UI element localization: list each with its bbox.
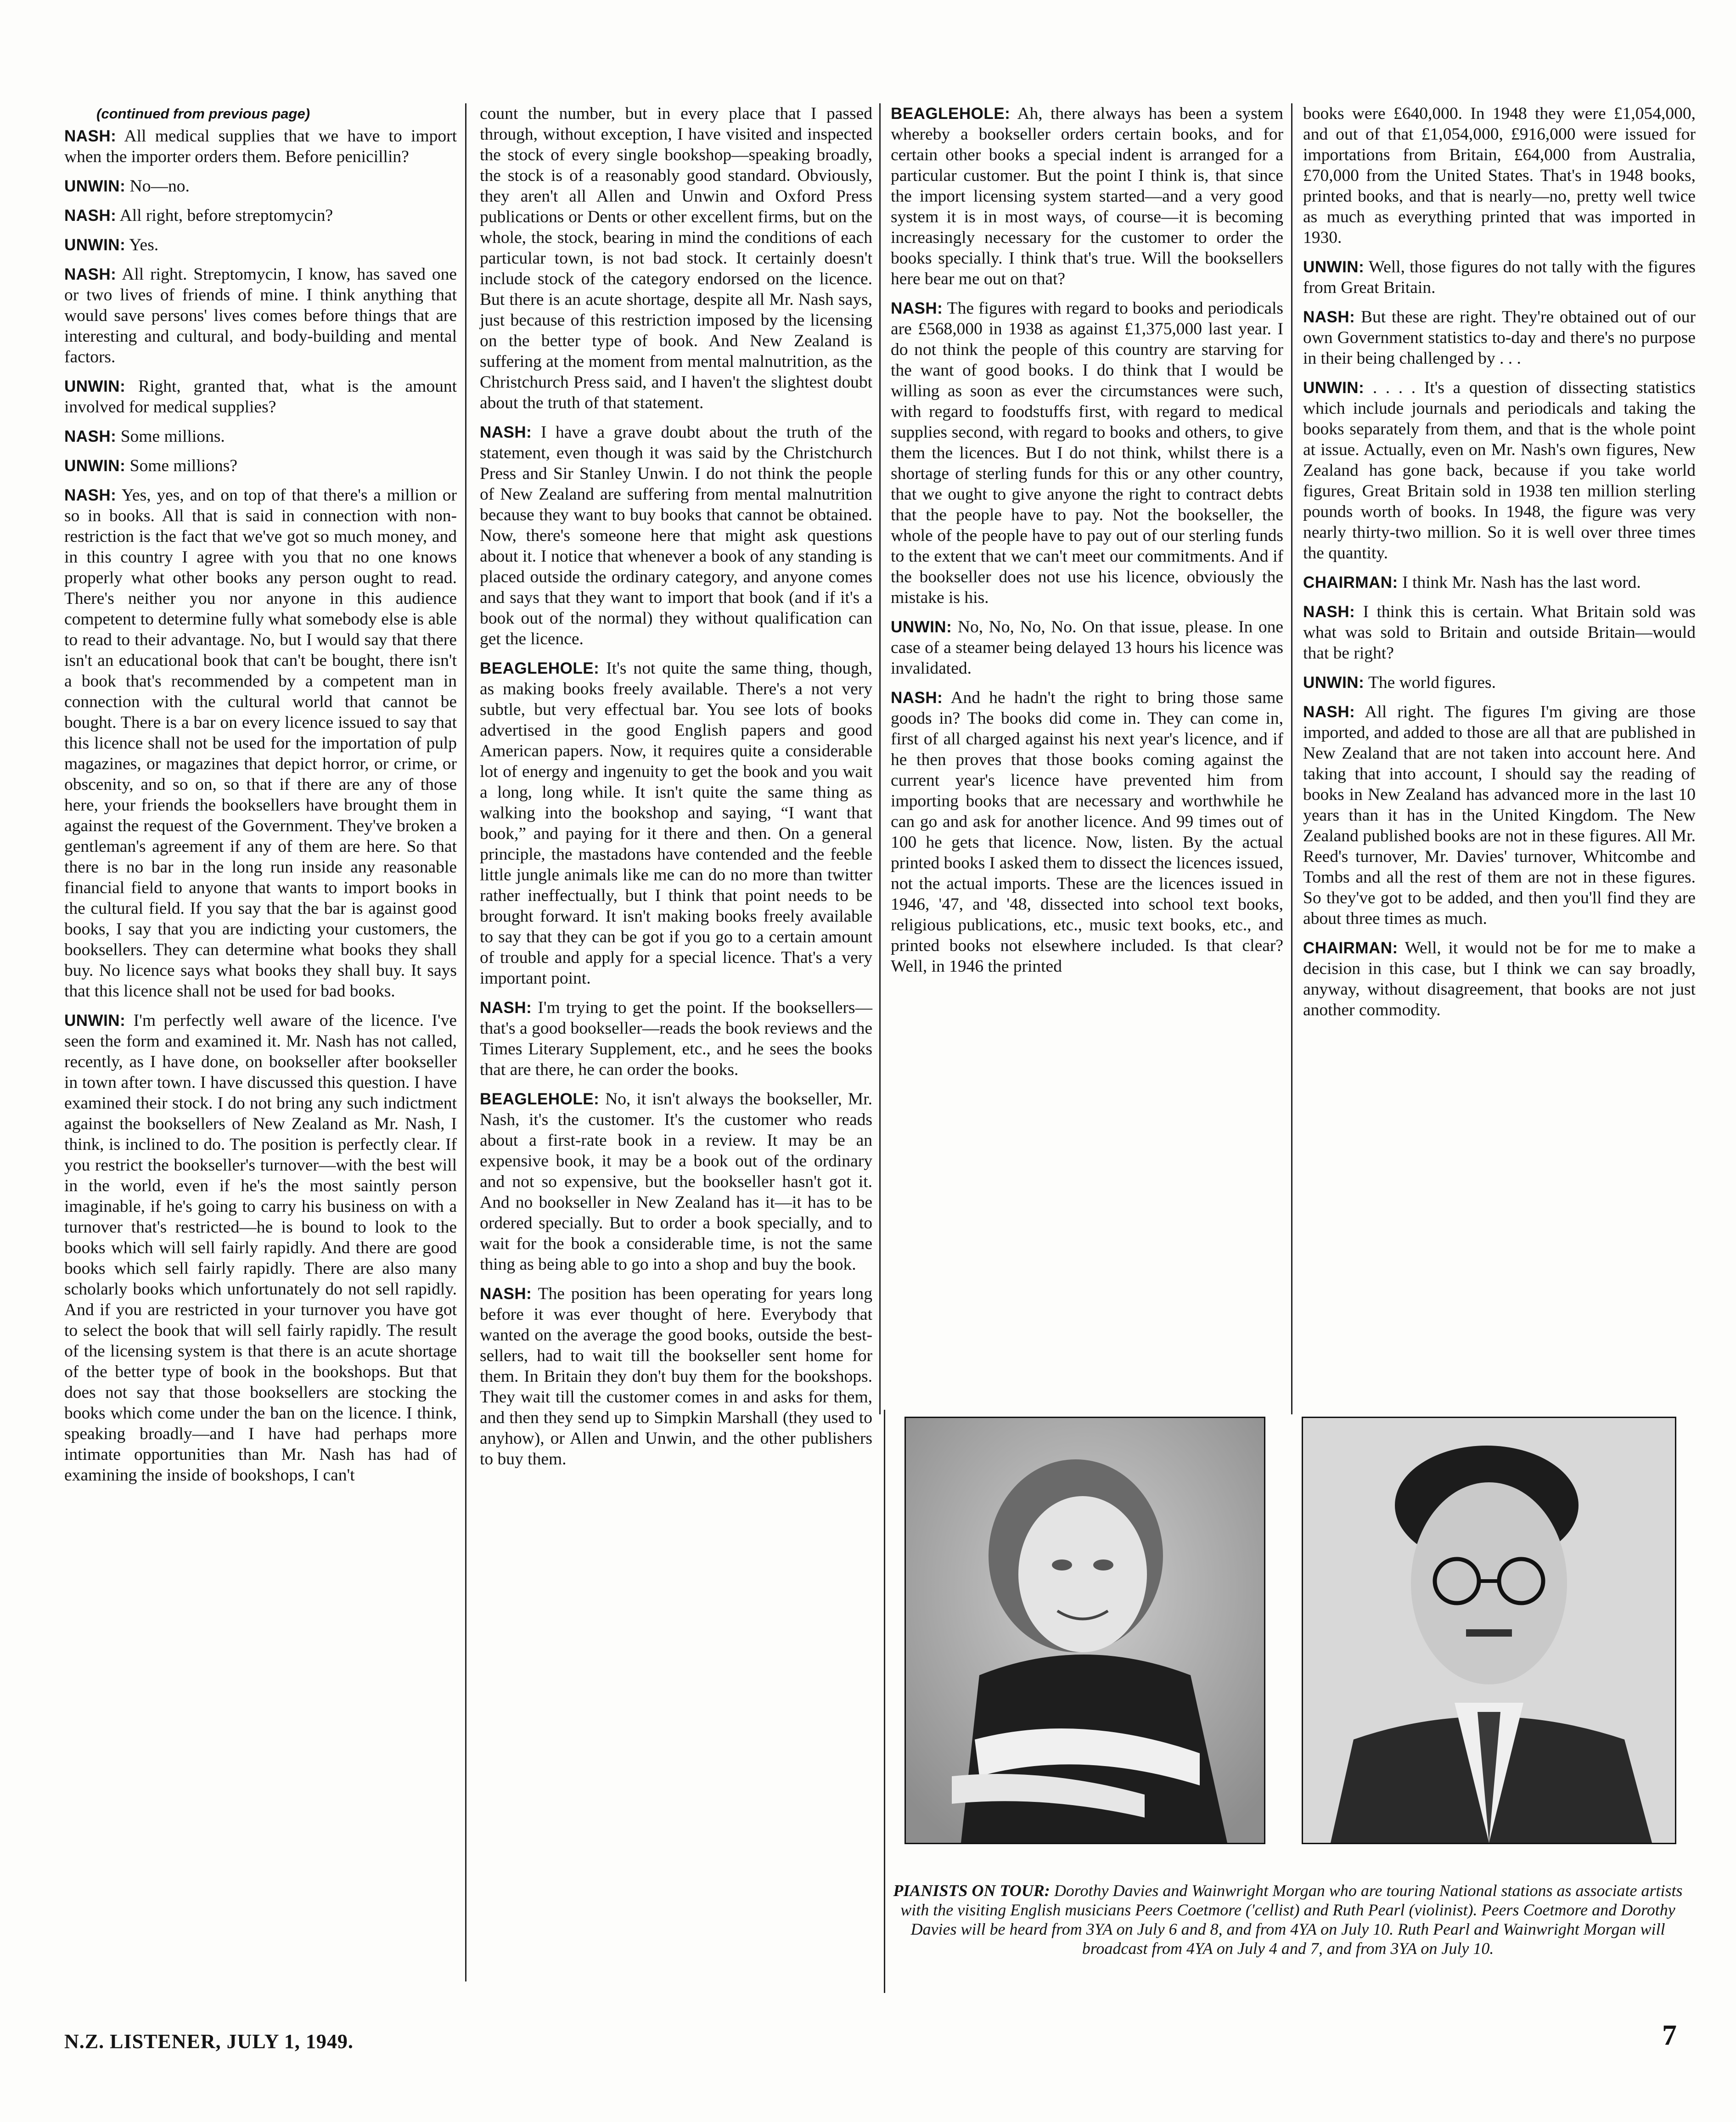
column-1-paragraphs	[64, 126, 457, 1486]
speaker-label: NASH:	[64, 486, 117, 504]
dialogue-paragraph	[480, 422, 872, 649]
dialogue-text: . . . . It's a question of dissecting statistics which include journals and periodicals and taking the books separately from them, and that is the whole point at issue. Actually, even on Mr. Nash's own figures, New Zealand has gone back, because if you take world figures, Great Britain sold in 1938 ten million sterling pounds worth of books. In 1948, the figure was very nearly thirty-two million. So it is well over three times the quantity.	[1303, 378, 1696, 563]
speaker-label: UNWIN:	[64, 1012, 126, 1030]
speaker-label: NASH:	[1303, 703, 1355, 721]
dialogue-text: Well, those figures do not tally with the figures from Great Britain.	[1303, 258, 1696, 297]
continued-note: (continued from previous page)	[96, 106, 310, 122]
dialogue-paragraph	[891, 687, 1283, 977]
article-column-2	[480, 103, 872, 1981]
speaker-label: NASH:	[64, 207, 117, 225]
speaker-label: NASH:	[1303, 308, 1355, 326]
dialogue-text: All right. The figures I'm giving are those imported, and added to those are all that are published in New Zealand that are not taken into account here. And taking that into account, I should say the reading of books in New Zealand has advanced more in the last 10 years than it has in the United Kingdom. The New Zealand published books are not in these figures. All Mr. Reed's turnover, Mr. Davies' turnover, Whitcombe and Tombs and all the rest of them are not in these figures. So they've got to be added, and then you'll find they are about three times as much.	[1303, 703, 1696, 928]
speaker-label: UNWIN:	[1303, 674, 1365, 692]
dialogue-paragraph	[891, 298, 1283, 608]
dialogue-paragraph	[64, 264, 457, 367]
dialogue-text: But these are right. They're obtained out of our own Government statistics to-day and there's no purpose in their being challenged by . . .	[1303, 308, 1696, 368]
portrait-photo-wainwright-morgan	[1302, 1417, 1676, 1844]
dialogue-paragraph	[64, 235, 457, 255]
speaker-label: NASH:	[891, 299, 943, 317]
article-column-1	[64, 103, 457, 1981]
speaker-label: NASH:	[64, 127, 117, 145]
article-column-4	[1303, 103, 1696, 1414]
dialogue-text: Well, it would not be for me to make a decision in this case, but I think we can say broadly, anyway, without disagreement, that books are not just another commodity.	[1303, 939, 1696, 1019]
speaker-label: UNWIN:	[64, 177, 126, 195]
dialogue-paragraph	[480, 1089, 872, 1275]
photo-section-rule	[884, 1410, 885, 1993]
speaker-label: UNWIN:	[64, 236, 126, 254]
dialogue-text: I'm perfectly well aware of the licence. I've seen the form and examined it. Mr. Nash has not called, recently, as I have done, on bookseller after bookseller in town after town. I have discussed this question. I have examined their stock. I do not bring any such indictment against the booksellers of New Zealand as Mr. Nash, I think, is inclined to do. The position is perfectly clear. If you restrict the bookseller's turnover—with the best will in the world, even if he's the most saintly person imaginable, if he's going to carry his business on with a turnover that's restricted—he is bound to look to the books which will sell fairly rapidly. And there are good books which sell fairly rapidly. There are also many scholarly books which unfortunately do not sell rapidly. And if you are restricted in your turnover you have got to select the book that will sell fairly rapidly. The result of the licensing system is that there is an acute shortage of the better type of book in the bookshops. But that does not say that those booksellers are stocking the books which come under the ban on the licence. I think, speaking broadly—and I have had perhaps more intimate opportunities than Mr. Nash has had of examining the inside of bookshops, I can't	[64, 1011, 457, 1485]
column-4-paragraphs	[1303, 103, 1696, 1020]
dialogue-text: No, it isn't always the bookseller, Mr. Nash, it's the customer. It's the customer who reads about a first-rate book in a review. It may be an expensive book, it may be a book out of the ordinary and not so expensive, but the bookseller hasn't got it. And no bookseller in New Zealand has it—it has to be ordered specially. But to order a book specially, and to wait for the book a considerable time, is not the same thing as being able to go into a shop and buy the book.	[480, 1090, 872, 1274]
dialogue-text: All right. Streptomycin, I know, has saved one or two lives of friends of mine. I think anything that would save persons' lives comes before things that are interesting and cultural, and body-building and mental factors.	[64, 265, 457, 366]
dialogue-text: Ah, there always has been a system whereby a bookseller orders certain books, and for certain other books a special indent is arranged for a particular customer. But the point I think is, that since the import licensing system started—and a very good system it is in most ways, of course—it is becoming increasingly necessary for the customer to order the books specially. I think that's true. Will the booksellers here bear me out on that?	[891, 104, 1284, 288]
dialogue-paragraph	[891, 103, 1283, 289]
dialogue-paragraph	[1303, 257, 1696, 298]
publication-footer: N.Z. LISTENER, JULY 1, 1949.	[64, 2030, 354, 2053]
dialogue-paragraph	[64, 1010, 457, 1486]
dialogue-text: And he hadn't the right to bring those same goods in? The books did come in. They can come in, first of all charged against his next year's licence, and if he then proves that those books coming against the current year's licence have prevented him from importing books that are necessary and worthwhile he can go and ask for another licence. And 99 times out of 100 he gets that licence. Now, listen. By the actual printed books I asked them to dissect the licences issued, not the actual imports. These are the licences issued in 1946, '47, and '48, dissected into school text books, religious publications, etc., music text books, etc., and printed books not elsewhere included. Is that clear? Well, in 1946 the printed	[891, 688, 1284, 976]
column-rule	[1291, 103, 1292, 1414]
dialogue-paragraph	[1303, 307, 1696, 369]
dialogue-paragraph	[1303, 103, 1696, 248]
caption-text: Dorothy Davies and Wainwright Morgan who are touring National stations as associate artists with the visiting English musicians Peers Coetmore ('cellist) and Ruth Pearl (violinist). Peers Coetmore and Dorothy Davies will be heard from 3YA on July 6 and 8, and from 4YA on July 10. Ruth Pearl and Wainwright Morgan will broadcast from 4YA on July 4 and 7, and from 3YA on July 10.	[900, 1881, 1683, 1958]
dialogue-text: Right, granted that, what is the amount involved for medical supplies?	[64, 377, 457, 417]
dialogue-paragraph	[1303, 702, 1696, 929]
speaker-label: BEAGLEHOLE:	[891, 105, 1011, 123]
dialogue-text: All right, before streptomycin?	[119, 206, 333, 225]
dialogue-paragraph	[1303, 377, 1696, 563]
speaker-label: NASH:	[480, 1285, 532, 1303]
dialogue-text: I'm trying to get the point. If the booksellers—that's a good bookseller—reads the book reviews and the Times Literary Supplement, etc., and he sees the books that are there, he can order the books.	[480, 998, 873, 1079]
dialogue-text: It's not quite the same thing, though, as making books freely available. There's a not very subtle, but very effectual bar. You see lots of books advertised in the good English papers and good American papers. Now, it requires quite a considerable lot of energy and ingenuity to get the book and you wait a long, long while. It isn't quite the same thing as walking into the bookshop and saying, “I want that book,” and paying for it there and then. On a general principle, the mastadons have contended and the feeble little jungle animals like me can do no more than twitter rather ineffectually, but I think that point needs to be brought forward. It isn't making books freely available to say that they can be got if you go to a certain amount of trouble and apply for a special licence. That's a very important point.	[480, 659, 873, 988]
portrait-photo-dorothy-davies	[905, 1417, 1265, 1844]
speaker-label: UNWIN:	[891, 618, 952, 636]
column-rule	[465, 103, 466, 1981]
dialogue-text: I think this is certain. What Britain sold was what was sold to Britain and outside Britain—would that be right?	[1303, 602, 1696, 663]
speaker-label: UNWIN:	[1303, 379, 1365, 397]
dialogue-text: books were £640,000. In 1948 they were £1,054,000, and out of that £1,054,000, £916,000 were issued for importations from Britain, £64,000 from Australia, £70,000 from the United States. That's in 1948 books, printed books, and that is nearly—no, pretty well twice as much as everything printed that was imported in 1930.	[1303, 104, 1696, 247]
dialogue-paragraph	[480, 103, 872, 413]
speaker-label: UNWIN:	[64, 377, 126, 395]
photo-feature	[888, 1417, 1687, 2000]
speaker-label: BEAGLEHOLE:	[480, 1090, 600, 1108]
dialogue-text: Yes.	[129, 236, 159, 254]
portrait-woman-image	[906, 1418, 1264, 1843]
dialogue-paragraph	[64, 376, 457, 417]
portrait-man-image	[1303, 1418, 1675, 1843]
dialogue-text: All medical supplies that we have to import when the importer orders them. Before penicillin?	[64, 127, 457, 166]
dialogue-text: count the number, but in every place that I passed through, without exception, I have visited and inspected the stock of every single bookshop—speaking broadly, the stock is of a reasonably good standard. Obviously, they aren't all Allen and Unwin and Oxford Press publications or Dents or other excellent firms, but on the whole, the stock, bearing in mind the conditions of each particular town, is not bad stock. It certainly doesn't include stock of the category endorsed on the licence. But there is an acute shortage, despite all Mr. Nash says, just because of this restriction imposed by the licensing on the better type of book. And New Zealand is suffering at the moment from mental malnutrition, as the Christchurch Press said, and I haven't the slightest doubt about the truth of that statement.	[480, 104, 872, 412]
dialogue-paragraph	[64, 126, 457, 167]
dialogue-paragraph	[1303, 572, 1696, 593]
speaker-label: NASH:	[64, 428, 117, 445]
dialogue-paragraph	[64, 485, 457, 1002]
dialogue-text: I think Mr. Nash has the last word.	[1402, 573, 1641, 592]
dialogue-paragraph	[480, 997, 872, 1080]
dialogue-text: The figures with regard to books and periodicals are £568,000 in 1938 as against £1,375,000 last year. I do not think the people of this country are starving for the want of good books. I do think that I would be willing as soon as ever the circumstances were such, with regard to foodstuffs first, with regard to medical supplies second, with regard to books and others, to give them the licences. But I do not think, whilst there is a shortage of sterling funds for this or any other country, that we ought to give anyone the right to contract debts that the people have to pay. Not the bookseller, the whole of the people have to pay out of our sterling funds to the extent that we can't meet our commitments. And if the bookseller does not use his licence, obviously the mistake is his.	[891, 299, 1284, 607]
dialogue-paragraph	[64, 456, 457, 476]
speaker-label: CHAIRMAN:	[1303, 574, 1398, 591]
dialogue-text: No, No, No, No. On that issue, please. In one case of a steamer being delayed 13 hours his licence was invalidated.	[891, 618, 1284, 678]
dialogue-text: The world figures.	[1368, 673, 1496, 692]
dialogue-text: I have a grave doubt about the truth of the statement, even though it was said by the Christchurch Press and Sir Stanley Unwin. I do not think the people of New Zealand are suffering from mental malnutrition because they want to buy books that cannot be obtained. Now, there's someone here that might ask questions about it. I notice that whenever a book of any standing is placed outside the ordinary category, and anyone comes and says that they want to import that book (and if it's a book out of the normal) they without qualification can get the licence.	[480, 423, 872, 648]
dialogue-paragraph	[480, 1283, 872, 1469]
speaker-label: NASH:	[480, 999, 532, 1017]
photo-caption	[888, 1881, 1687, 1958]
dialogue-paragraph	[64, 176, 457, 197]
speaker-label: NASH:	[891, 689, 943, 707]
dialogue-paragraph	[1303, 602, 1696, 664]
column-rule	[879, 103, 881, 1414]
dialogue-text: No—no.	[129, 177, 190, 196]
speaker-label: NASH:	[480, 423, 532, 441]
page-number: 7	[1662, 2019, 1677, 2051]
column-3-paragraphs	[891, 103, 1283, 977]
dialogue-text: Some millions.	[120, 427, 225, 446]
speaker-label: UNWIN:	[64, 457, 126, 475]
dialogue-text: The position has been operating for years long before it was ever thought of here. Everybody that wanted on the average the good books, outside the best-sellers, had to wait till the bookseller sent home for them. In Britain they don't buy them for the bookshops. They wait till the customer comes in and asks for them, and then they send up to Simpkin Marshall (they used to anyhow), or Allen and Unwin, and the other publishers to buy them.	[480, 1284, 872, 1469]
speaker-label: UNWIN:	[1303, 258, 1365, 276]
dialogue-text: Some millions?	[129, 456, 237, 475]
column-2-paragraphs	[480, 103, 872, 1469]
speaker-label: BEAGLEHOLE:	[480, 659, 600, 677]
dialogue-paragraph	[64, 205, 457, 226]
dialogue-paragraph	[891, 617, 1283, 679]
dialogue-paragraph	[64, 426, 457, 447]
dialogue-paragraph	[1303, 938, 1696, 1020]
caption-lead: PIANISTS ON TOUR:	[893, 1881, 1050, 1900]
article-column-3	[891, 103, 1283, 1414]
dialogue-paragraph	[480, 658, 872, 989]
speaker-label: NASH:	[64, 265, 117, 283]
speaker-label: NASH:	[1303, 603, 1355, 621]
speaker-label: CHAIRMAN:	[1303, 939, 1398, 957]
dialogue-paragraph	[1303, 672, 1696, 693]
dialogue-text: Yes, yes, and on top of that there's a million or so in books. All that is said in connection with non-restriction is the fact that we've got so much money, and in this country I agree with you that no one knows properly what other books any person ought to read. There's neither you nor anyone in this audience competent to determine fully what somebody else is able to read to their advantage. No, but I would say that there isn't an educational book that can't be bought, there isn't a book that's recommended by a competent man in connection with the cultural world that cannot be bought. There is a bar on every licence issued to say that this licence shall not be used for the importation of pulp magazines, or magazines that depict horror, or crime, or obscenity, and so on, so that if there are any of those here, your friends the booksellers have brought them in against the request of the Government. They've broken a gentleman's agreement if any of them are here. So that there is no bar in the long run inside any reasonable financial field to anyone that wants to import books in the cultural field. If you say that the bar is against good books, I say that you are indicting your customers, the booksellers. They can determine what books they shall buy. No licence says what books they shall buy. It says that this licence shall not be used for bad books.	[64, 486, 457, 1001]
